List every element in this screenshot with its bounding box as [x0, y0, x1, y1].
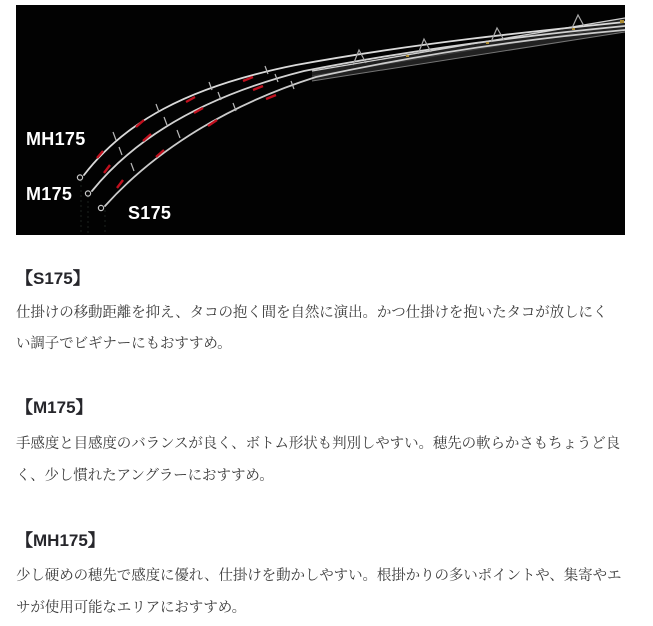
rod-bend-illustration — [16, 5, 625, 235]
section-heading-s175: 【S175】 — [16, 269, 90, 288]
rod-bend-photo — [16, 5, 625, 235]
section-text-s175-line2: い調子でビギナーにもおすすめ。 — [16, 336, 232, 352]
rod-label-mh175: MH175 — [26, 129, 86, 149]
section-text-mh175-line2: サが使用可能なエリアにおすすめ。 — [16, 600, 246, 616]
section-text-s175-line1: 仕掛けの移動距離を抑え、タコの抱く間を自然に演出。かつ仕掛けを抱いたタコが放しにく — [16, 305, 608, 321]
rod-label-m175: M175 — [26, 184, 73, 204]
section-text-m175-line2: く、少し慣れたアングラーにおすすめ。 — [16, 468, 274, 484]
section-heading-m175: 【M175】 — [16, 398, 93, 417]
section-text-mh175-line1: 少し硬めの穂先で感度に優れ、仕掛けを動かしやすい。根掛かりの多いポイントや、集寄やエ — [16, 568, 622, 584]
rod-label-s175: S175 — [128, 203, 172, 223]
section-heading-mh175: 【MH175】 — [16, 531, 105, 550]
section-text-m175-line1: 手感度と目感度のバランスが良く、ボトム形状も判別しやすい。穂先の軟らかさもちょうど良 — [16, 436, 621, 452]
